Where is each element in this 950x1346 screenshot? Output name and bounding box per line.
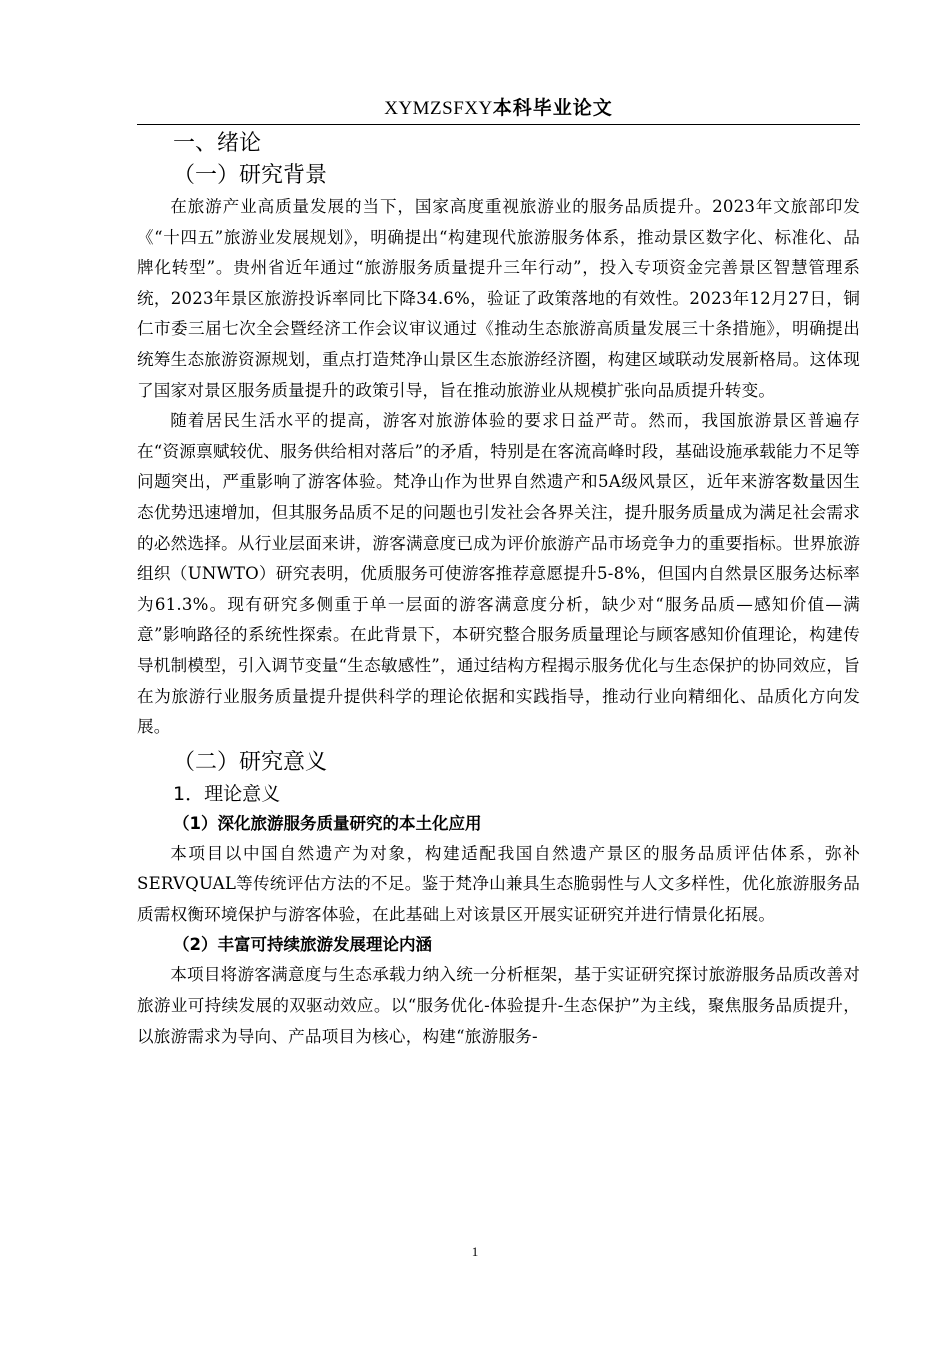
page-header <box>137 94 860 125</box>
paragraph-policy-background: 在旅游产业高质量发展的当下，国家高度重视旅游业的服务品质提升。2023年文旅部印发《“十四五”旅游业发展规划》，明确提出“构建现代旅游服务体系，推动景区数字化、标准化、品牌化转型”。贵州省近年通过“旅游服务质量提升三年行动”，投入专项资金完善景区智慧管理系统，2023年景区旅游投诉率同比下降34.6%，验证了政策落地的有效性。2023年12月27日，铜仁市委三届七次全会暨经济工作会议审议通过《推动生态旅游高质量发展三十条措施》，明确提出统筹生态旅游资源规划，重点打造梵净山景区生态旅游经济圈，构建区域联动发展新格局。这体现了国家对景区服务质量提升的政策引导，旨在推动旅游业从规模扩张向品质提升转变。 <box>137 197 860 400</box>
point-heading-sustainability: （2）丰富可持续旅游发展理论内涵 <box>173 935 432 955</box>
page-number: 1 <box>471 1244 479 1259</box>
paragraph-sustainability: 本项目将游客满意度与生态承载力纳入统一分析框架，基于实证研究探讨旅游服务品质改善对旅游业可持续发展的双驱动效应。以“服务优化-体验提升-生态保护”为主线，聚焦服务品质提升，以旅游需求为导向、产品项目为核心，构建“旅游服务- <box>137 965 860 1046</box>
subsection-heading-theory: 1．理论意义 <box>173 782 281 805</box>
point-heading-localization: （1）深化旅游服务质量研究的本土化应用 <box>173 813 482 833</box>
paragraph-tourist-demand: 随着居民生活水平的提高，游客对旅游体验的要求日益严苛。然而，我国旅游景区普遍存在“资源禀赋较优、服务供给相对落后”的矛盾，特别是在客流高峰时段，基础设施承载能力不足等问题突出，严重影响了游客体验。梵净山作为世界自然遗产和5A级风景区，近年来游客数量因生态优势迅速增加，但其服务品质不足的问题也引发社会各界关注，提升服务质量成为满足社会需求的必然选择。从行业层面来讲，游客满意度已成为评价旅游产品市场竞争力的重要指标。世界旅游组织（UNWTO）研究表明，优质服务可使游客推荐意愿提升5-8%，但国内自然景区服务达标率为61.3%。现有研究多侧重于单一层面的游客满意度分析，缺少对“服务品质—感知价值—满意”影响路径的系统性探索。在此背景下，本研究整合服务质量理论与顾客感知价值理论，构建传导机制模型，引入调节变量“生态敏感性”，通过结构方程揭示服务优化与生态保护的协同效应，旨在为旅游行业服务质量提升提供科学的理论依据和实践指导，推动行业向精细化、品质化方向发展。 <box>137 411 860 737</box>
chapter-heading: 一、绪论 <box>173 131 262 156</box>
document-body <box>137 128 860 1052</box>
section-heading-significance: （二）研究意义 <box>173 749 328 775</box>
section-heading-background: （一）研究背景 <box>173 163 328 188</box>
header-title: 本科毕业论文 <box>492 97 613 119</box>
paragraph-localization: 本项目以中国自然遗产为对象，构建适配我国自然遗产景区的服务品质评估体系，弥补SERVQUAL等传统评估方法的不足。鉴于梵净山兼具生态脆弱性与人文多样性，优化旅游服务品质需权衡环境保护与游客体验，在此基础上对该景区开展实证研究并进行情景化拓展。 <box>137 843 860 924</box>
header-code: XYMZSFXY <box>384 98 493 119</box>
